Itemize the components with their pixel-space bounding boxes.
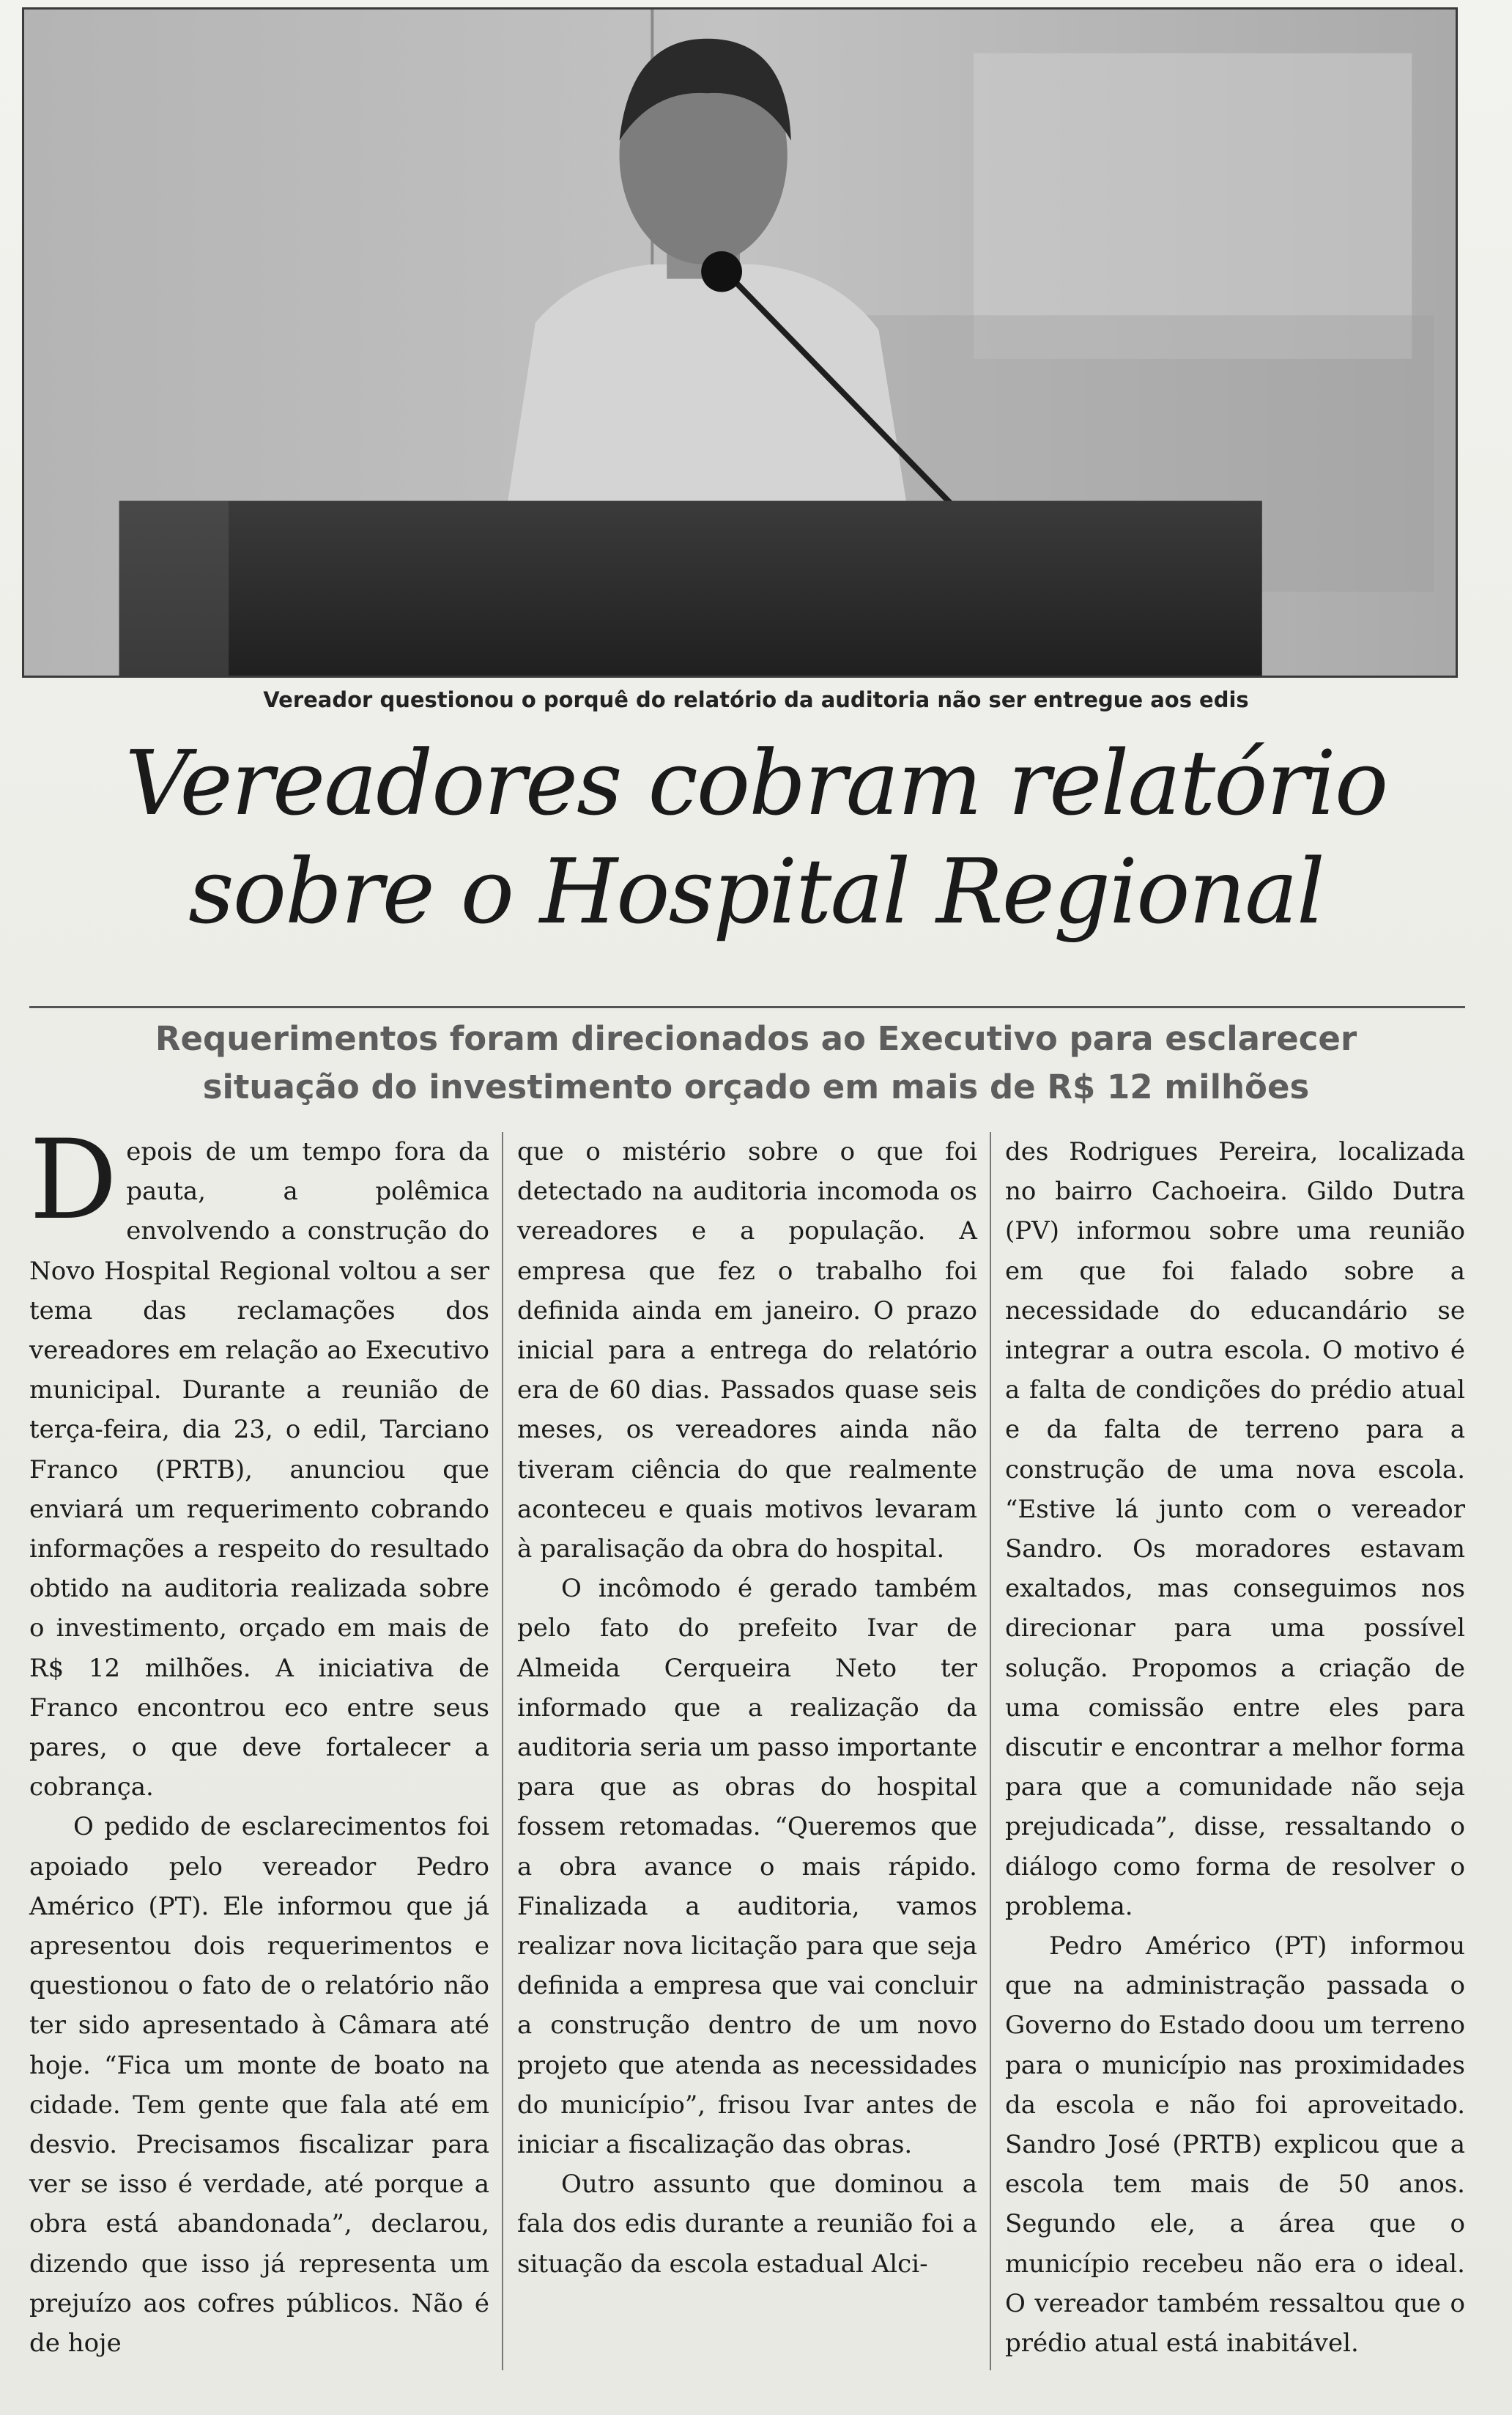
paragraph-text: epois de um tempo fora da pauta, a polêmica envolvendo a construção do Novo Hospital Regional voltou a ser tema das reclamações dos vereadores em relação ao Executivo municipal. Durante a reunião de terça-feira, dia 23, o edil, Tarciano Franco (PRTB), anunciou que enviará um requerimento cobrando informações a respeito do resultado obtido na auditoria realizada sobre o investimento, orçado em mais de R$ 12 milhões. A iniciativa de Franco encontrou eco entre seus pares, o que deve fortalecer a cobrança. (29, 1137, 489, 1802)
subheadline-line-1: Requerimentos foram direcionados ao Executivo para esclarecer (155, 1019, 1357, 1058)
paragraph: O pedido de esclarecimentos foi apoiado pelo vereador Pedro Américo (PT). Ele informou que já apresentou dois requerimentos e questionou o fato de o relatório não ter sido apresentado à Câmara até hoje. “Fica um monte de boato na cidade. Tem gente que fala até em desvio. Precisamos fiscalizar para ver se isso é verdade, até porque a obra está abandonada”, declarou, dizendo que isso já representa um prejuízo aos cofres públicos. Não é de hoje (29, 1812, 489, 2359)
subheadline-line-2: situação do investimento orçado em mais de R$ 12 milhões (202, 1068, 1310, 1106)
headline-line-1: Vereadores cobram relatório (125, 731, 1387, 835)
article-photo (22, 7, 1458, 678)
paragraph (29, 1117, 489, 1807)
column-3 (1005, 1132, 1465, 2363)
subheadline (0, 1015, 1512, 1112)
photo-caption: Vereador questionou o porquê do relatório da auditoria não ser entregue aos edis (263, 687, 1249, 712)
drop-cap: D (29, 1117, 118, 1244)
column-2 (517, 1132, 977, 2284)
column-1 (29, 1117, 489, 2363)
article-body (29, 1117, 1465, 2378)
headline-divider (29, 1006, 1465, 1008)
paragraph: Pedro Américo (PT) informou que na administração passada o Governo do Estado doou um terreno para o município nas proximidades da escola e não foi aproveitado. Sandro José (PRTB) explicou que a escola tem mais de 50 anos. Segundo ele, a área que o município recebeu não era o ideal. O vereador também ressaltou que o prédio atual está inabitável. (1005, 1931, 1465, 2359)
paragraph: que o mistério sobre o que foi detectado na auditoria incomoda os vereadores e a população. A empresa que fez o trabalho foi definida ainda em janeiro. O prazo inicial para a entrega do relatório era de 60 dias. Passados quase seis meses, os vereadores ainda não tiveram ciência do que realmente aconteceu e quais motivos levaram à paralisação da obra do hospital. (517, 1137, 977, 1564)
speaker-at-podium-image (24, 10, 1456, 676)
paragraph: des Rodrigues Pereira, localizada no bairro Cachoeira. Gildo Dutra (PV) informou sobre uma reunião em que foi falado sobre a necessidade do educandário se integrar a outra escola. O motivo é a falta de condições do prédio atual e da falta de terreno para a construção de uma nova escola. “Estive lá junto com o vereador Sandro. Os moradores estavam exaltados, mas conseguimos nos direcionar para uma possível solução. Propomos a criação de uma comissão entre eles para discutir e encontrar a melhor forma para que a comunidade não seja prejudicada”, disse, ressaltando o diálogo como forma de resolver o problema. (1005, 1137, 1465, 1921)
paragraph: O incômodo é gerado também pelo fato do prefeito Ivar de Almeida Cerqueira Neto ter informado que a realização da auditoria seria um passo importante para que as obras do hospital fossem retomadas. “Queremos que a obra avance o mais rápido. Finalizada a auditoria, vamos realizar nova licitação para que seja definida a empresa que vai concluir a construção dentro de um novo projeto que atenda as necessidades do município”, frisou Ivar antes de iniciar a fiscalização das obras. (517, 1574, 977, 2160)
paragraph: Outro assunto que dominou a fala dos edis durante a reunião foi a situação da escola estadual Alci- (517, 2170, 977, 2279)
headline (0, 729, 1512, 946)
headline-line-2: sobre o Hospital Regional (188, 840, 1324, 944)
